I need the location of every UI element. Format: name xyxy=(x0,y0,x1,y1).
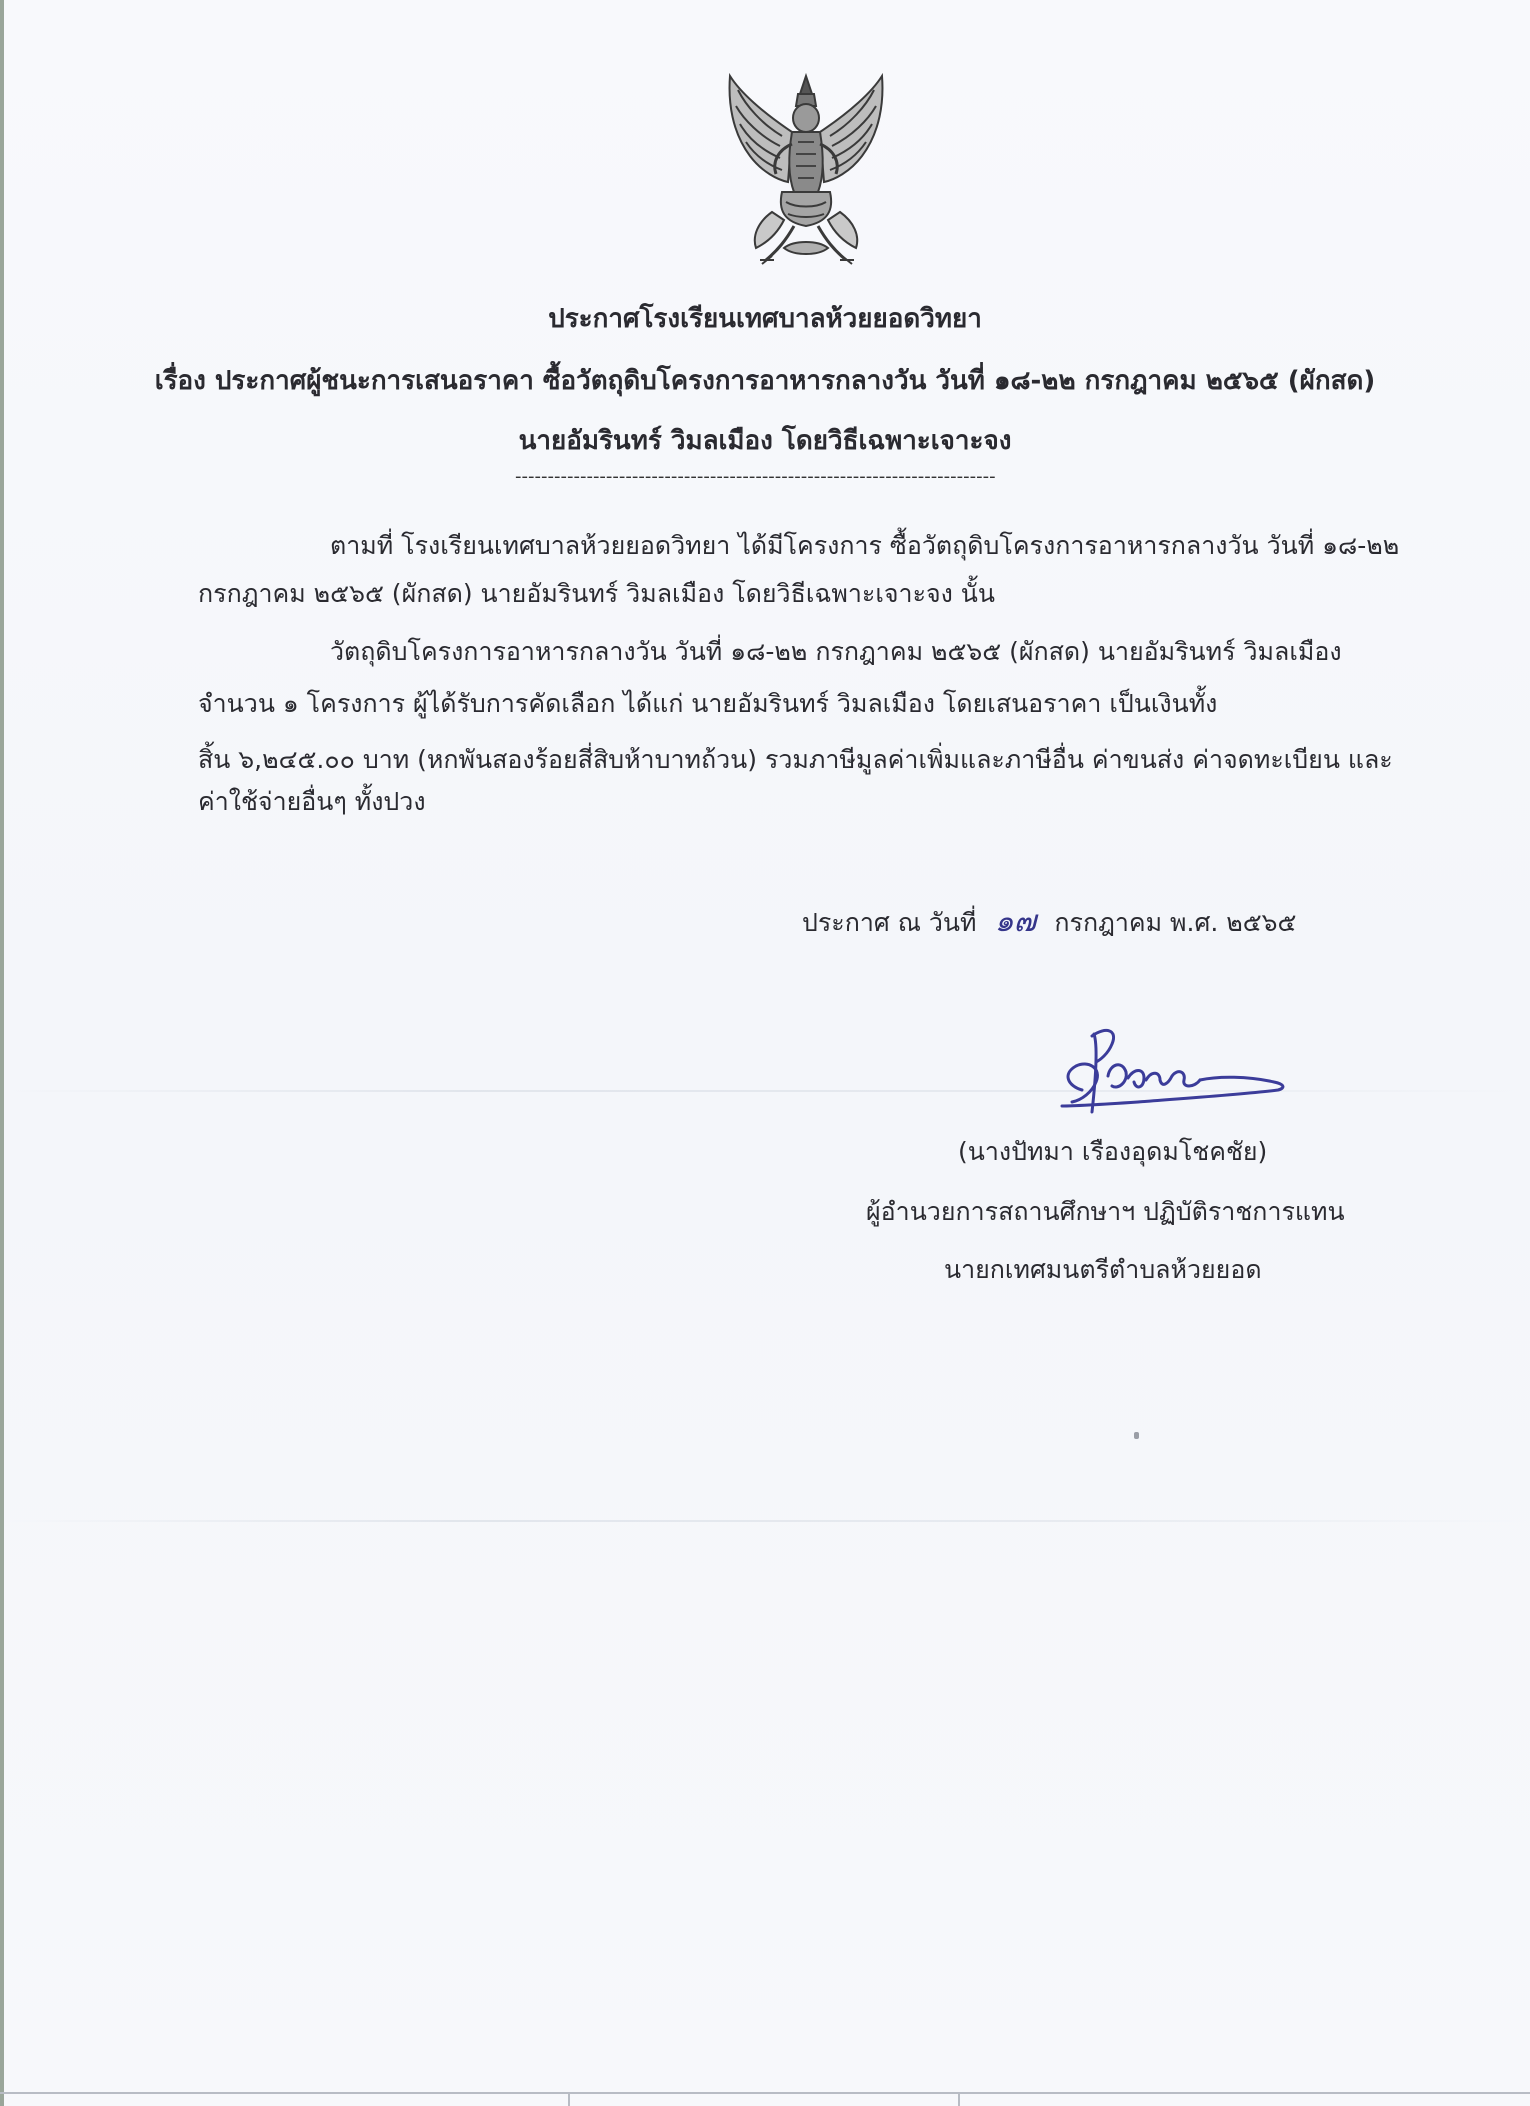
document-subject: เรื่อง ประกาศผู้ชนะการเสนอราคา ซื้อวัตถุดิบโครงการอาหารกลางวัน วันที่ ๑๘-๒๒ กรกฎาคม ๒๕๖๕ (ผักสด) xyxy=(154,366,1376,396)
document-subject-continued: นายอัมรินทร์ วิมลเมือง โดยวิธีเฉพาะเจาะจง xyxy=(518,426,1012,456)
signatory-position: ผู้อำนวยการสถานศึกษาฯ ปฏิบัติราชการแทน xyxy=(866,1197,1345,1226)
paper-fold xyxy=(0,1090,1530,1092)
separator-line: -------------------------------------------------------------------------- xyxy=(515,466,996,487)
bottom-border-tick xyxy=(568,2092,570,2106)
body-text-line: ค่าใช้จ่ายอื่นๆ ทั้งปวง xyxy=(198,787,426,816)
body-text-line: สิ้น ๖,๒๔๕.๐๐ บาท (หกพันสองร้อยสี่สิบห้าบาทถ้วน) รวมภาษีมูลค่าเพิ่มและภาษีอื่น ค่าขนส่ง ค่าจดทะเบียน และ xyxy=(198,745,1393,774)
body-text-line: จำนวน ๑ โครงการ ผู้ได้รับการคัดเลือก ได้แก่ นายอัมรินทร์ วิมลเมือง โดยเสนอราคา เป็นเงินทั้ง xyxy=(198,689,1218,718)
bottom-border-tick xyxy=(958,2092,960,2106)
date-suffix: กรกฎาคม พ.ศ. ๒๕๖๕ xyxy=(1054,908,1297,937)
date-prefix: ประกาศ ณ วันที่ xyxy=(802,908,977,937)
garuda-emblem-icon xyxy=(722,72,890,268)
signatory-name: (นางปัทมา เรืองอุดมโชคชัย) xyxy=(958,1137,1268,1166)
bottom-border xyxy=(0,2092,1530,2094)
paper-speck xyxy=(1134,1432,1139,1439)
signatory-position-continued: นายกเทศมนตรีตำบลห้วยยอด xyxy=(944,1255,1262,1284)
handwritten-signature-icon xyxy=(1048,1016,1296,1128)
paper-fold xyxy=(0,1520,1530,1522)
document-title: ประกาศโรงเรียนเทศบาลห้วยยอดวิทยา xyxy=(548,304,982,334)
body-text-line: วัตถุดิบโครงการอาหารกลางวัน วันที่ ๑๘-๒๒ กรกฎาคม ๒๕๖๕ (ผักสด) นายอัมรินทร์ วิมลเมือง xyxy=(330,637,1342,666)
body-text-line: ตามที่ โรงเรียนเทศบาลห้วยยอดวิทยา ได้มีโครงการ ซื้อวัตถุดิบโครงการอาหารกลางวัน วันที่ ๑๘-๒๒ xyxy=(330,531,1400,560)
date-day-handwritten: ๑๗ xyxy=(994,904,1037,939)
announcement-date xyxy=(802,898,1296,945)
body-text-line: กรกฎาคม ๒๕๖๕ (ผักสด) นายอัมรินทร์ วิมลเมือง โดยวิธีเฉพาะเจาะจง นั้น xyxy=(198,579,995,608)
